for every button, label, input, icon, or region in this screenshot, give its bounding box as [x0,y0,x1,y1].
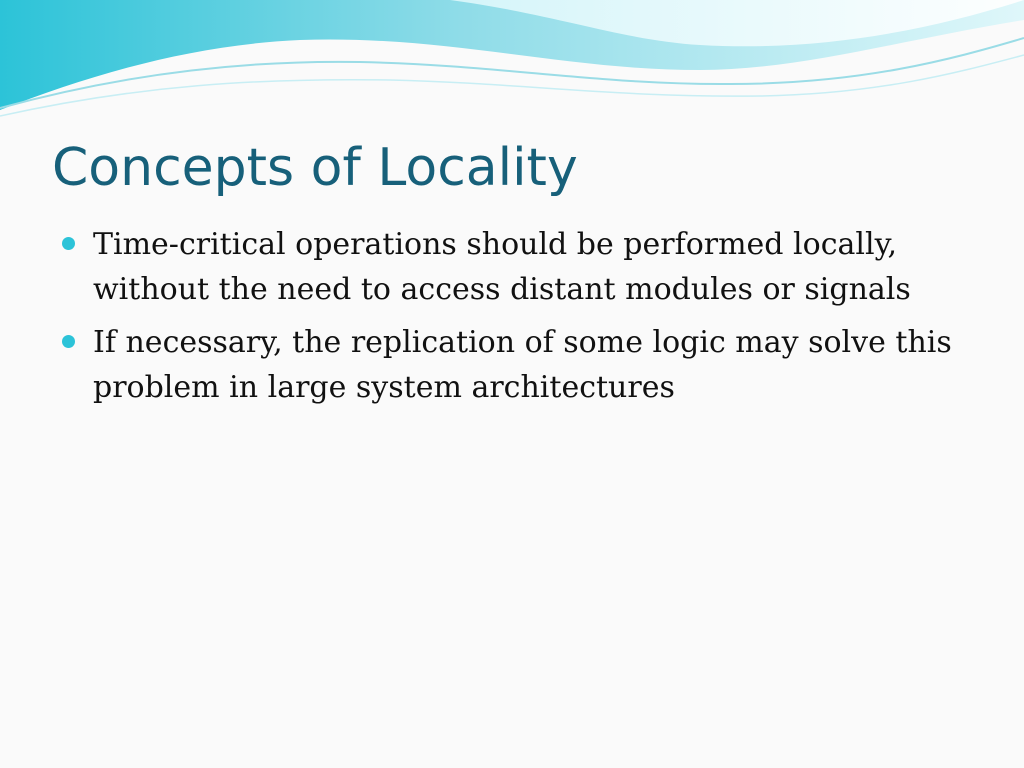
bullet-list [60,222,980,418]
list-item [60,222,980,312]
bullet-text: If necessary, the replication of some logic may solve this problem in large system architectures [93,325,952,405]
bullet-dot-icon [62,335,75,348]
bullet-text: Time-critical operations should be performed locally, without the need to access distant modules or signals [93,227,911,307]
bullet-dot-icon [62,237,75,250]
decorative-wave-banner [0,0,1024,120]
slide-title: Concepts of Locality [52,138,578,198]
list-item [60,320,980,410]
